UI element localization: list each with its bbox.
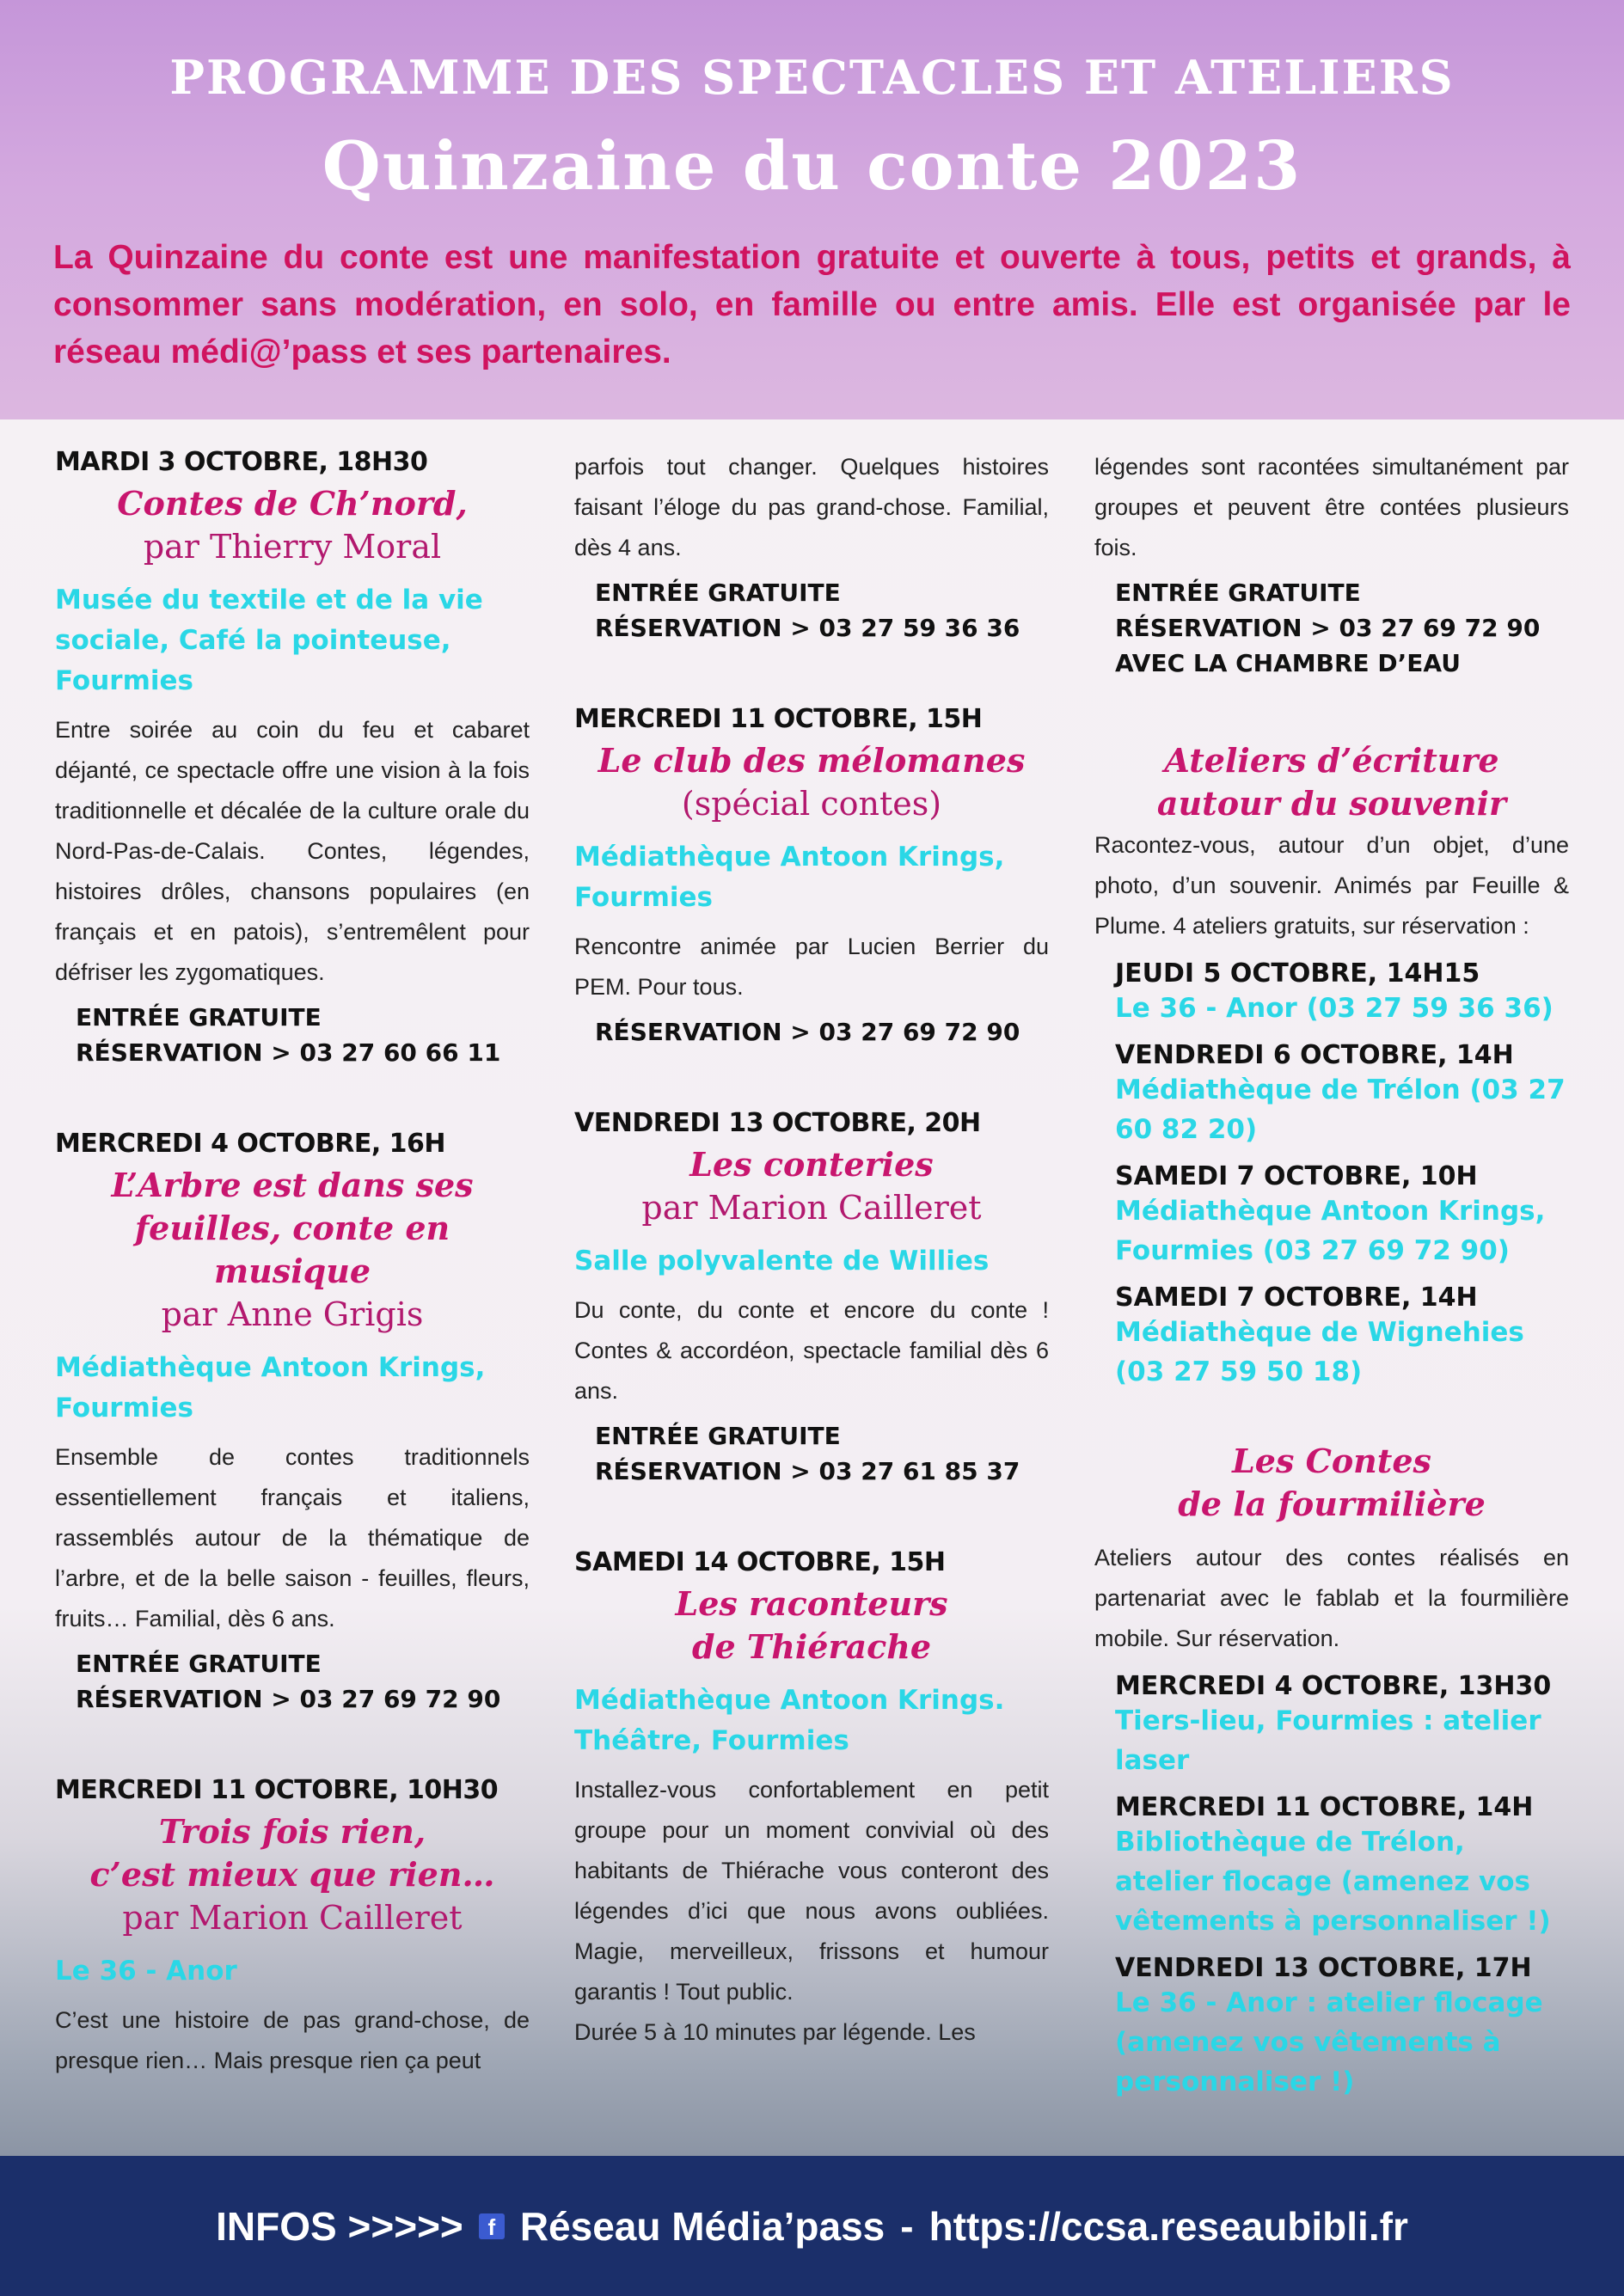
session-venue: Le 36 - Anor (03 27 59 36 36) bbox=[1115, 993, 1554, 1024]
event-description: légendes sont racontées simultanément par groupes et peuvent être contées plusieurs fois. bbox=[1094, 454, 1569, 560]
event-title: Contes de Ch’nord, bbox=[117, 484, 468, 523]
partner-note: AVEC LA CHAMBRE D’EAU bbox=[1115, 649, 1461, 677]
ateliers-ecriture bbox=[1094, 739, 1569, 1392]
event-venue: Médiathèque Antoon Krings, Fourmies bbox=[574, 842, 1005, 913]
event-venue: Médiathèque Antoon Krings, Fourmies bbox=[55, 1352, 486, 1424]
event-raconteurs bbox=[574, 1547, 1049, 2053]
workshop-description: Racontez-vous, autour d’un objet, d’une photo, d’un souvenir. Animés par Feuille & Plume. 4 ateliers gratuits, sur réservation : bbox=[1094, 832, 1569, 939]
reservation-phone: RÉSERVATION > 03 27 69 72 90 bbox=[76, 1685, 501, 1713]
event-venue: Le 36 - Anor bbox=[55, 1956, 237, 1987]
event-venue: Salle polyvalente de Willies bbox=[574, 1246, 990, 1277]
event-venue: Médiathèque Antoon Krings. Théâtre, Fourmies bbox=[574, 1685, 1005, 1756]
event-title: Le club des mélomanes bbox=[598, 741, 1026, 780]
reservation-phone: RÉSERVATION > 03 27 60 66 11 bbox=[76, 1038, 501, 1067]
event-title-line-1: Trois fois rien, bbox=[158, 1812, 426, 1851]
entry-free: ENTRÉE GRATUITE bbox=[595, 579, 841, 607]
session-date: SAMEDI 7 OCTOBRE, 14H bbox=[1115, 1283, 1478, 1313]
session-venue: Médiathèque Antoon Krings, Fourmies (03 27 69 72 90) bbox=[1115, 1196, 1546, 1266]
footer-bar bbox=[0, 2156, 1624, 2296]
contes-fourmiliere bbox=[1094, 1440, 1569, 2102]
reservation-phone: RÉSERVATION > 03 27 59 36 36 bbox=[595, 614, 1020, 642]
event-contes-chnord bbox=[55, 447, 530, 1070]
entry-free: ENTRÉE GRATUITE bbox=[76, 1650, 322, 1678]
event-title-line-2: feuilles, conte en musique bbox=[134, 1209, 450, 1290]
event-title-line-2: c’est mieux que rien… bbox=[89, 1855, 495, 1894]
reservation-phone: RÉSERVATION > 03 27 69 72 90 bbox=[1115, 614, 1541, 642]
event-description: Entre soirée au coin du feu et cabaret déjanté, ce spectacle offre une vision à la fois traditionnelle et décalée de la culture orale du Nord-Pas-de-Calais. Contes, légendes, histoires drôles, chansons populaires (en français et en patois), s’entremêlent pour défriser les zygomatiques. bbox=[55, 717, 530, 985]
event-trois-fois-rien bbox=[55, 1775, 530, 2081]
session-date: MERCREDI 4 OCTOBRE, 13H30 bbox=[1115, 1671, 1552, 1701]
event-arbre bbox=[55, 1129, 530, 1717]
header-banner bbox=[0, 0, 1624, 419]
column-3 bbox=[1094, 447, 1569, 2105]
workshop-description: Ateliers autour des contes réalisés en partenariat avec le fablab et la fourmilière mobile. Sur réservation. bbox=[1094, 1545, 1569, 1651]
session-date: JEUDI 5 OCTOBRE, 14H15 bbox=[1115, 958, 1480, 989]
event-date: MERCREDI 4 OCTOBRE, 16H bbox=[55, 1129, 446, 1159]
event-performer: par Anne Grigis bbox=[161, 1295, 424, 1333]
event-title-line-2: de Thiérache bbox=[691, 1627, 932, 1666]
entry-free: ENTRÉE GRATUITE bbox=[595, 1422, 841, 1450]
session-venue: Le 36 - Anor : atelier flocage (amenez vos vêtements à personnaliser !) bbox=[1115, 1987, 1543, 2097]
event-title-line-1: L’Arbre est dans ses bbox=[111, 1166, 474, 1204]
session-venue: Tiers-lieu, Fourmies : atelier laser bbox=[1115, 1705, 1541, 1776]
event-description: Installez-vous confortablement en petit groupe pour un moment convivial où des habitants de Thiérache vous conteront des légendes d’ici que nous avons oubliées. Magie, merveilleux, frissons et humour garantis ! Tout public. bbox=[574, 1777, 1049, 2005]
session-venue: Médiathèque de Wignehies (03 27 59 50 18) bbox=[1115, 1317, 1524, 1387]
entry-free: ENTRÉE GRATUITE bbox=[1115, 579, 1361, 607]
event-description: Rencontre animée par Lucien Berrier du PEM. Pour tous. bbox=[574, 934, 1049, 1000]
event-date: MERCREDI 11 OCTOBRE, 15H bbox=[574, 704, 983, 734]
footer-infos-label: INFOS >>>>> bbox=[216, 2203, 463, 2249]
footer-separator: - bbox=[900, 2203, 914, 2249]
event-raconteurs-continued bbox=[1094, 447, 1569, 681]
page-title: Quinzaine du conte 2023 bbox=[322, 127, 1302, 205]
intro-text: La Quinzaine du conte est une manifestation gratuite et ouverte à tous, petits et grands, à consommer sans modération, en solo, en famille ou entre amis. Elle est organisée par le réseau médi@’pass et ses partenaires. bbox=[53, 239, 1571, 370]
event-description: Du conte, du conte et encore du conte ! Contes & accordéon, spectacle familial dès 6 ans. bbox=[574, 1297, 1049, 1404]
session-date: VENDREDI 6 OCTOBRE, 14H bbox=[1115, 1040, 1514, 1070]
event-club-melomanes bbox=[574, 704, 1049, 1050]
event-description-duration: Durée 5 à 10 minutes par légende. Les bbox=[574, 2019, 976, 2045]
event-trois-fois-rien-continued bbox=[574, 447, 1049, 646]
workshop-title-line-2: autour du souvenir bbox=[1156, 784, 1507, 823]
entry-free: ENTRÉE GRATUITE bbox=[76, 1003, 322, 1032]
session-date: SAMEDI 7 OCTOBRE, 10H bbox=[1115, 1161, 1478, 1191]
session-venue: Bibliothèque de Trélon, atelier flocage (amenez vos vêtements à personnaliser !) bbox=[1115, 1827, 1551, 1937]
workshop-title-line-1: Les Contes bbox=[1232, 1442, 1431, 1480]
column-1 bbox=[55, 447, 530, 2081]
event-subtitle: (spécial contes) bbox=[681, 785, 942, 823]
event-date: MARDI 3 OCTOBRE, 18H30 bbox=[55, 447, 428, 477]
event-title-line-1: Les raconteurs bbox=[675, 1584, 948, 1623]
event-title: Les conteries bbox=[689, 1145, 934, 1184]
workshop-title-line-2: de la fourmilière bbox=[1178, 1485, 1486, 1523]
reservation-phone: RÉSERVATION > 03 27 61 85 37 bbox=[595, 1457, 1020, 1485]
event-conteries bbox=[574, 1108, 1049, 1489]
event-description: Ensemble de contes traditionnels essentiellement français et italiens, rassemblés autour de la thématique de l’arbre, et de la belle saison - feuilles, fleurs, fruits… Familial, dès 6 ans. bbox=[55, 1444, 530, 1632]
program-supertitle: PROGRAMME DES SPECTACLES ET ATELIERS bbox=[169, 50, 1455, 105]
event-description: parfois tout changer. Quelques histoires faisant l’éloge du pas grand-chose. Familial, dès 4 ans. bbox=[574, 454, 1049, 560]
event-venue: Musée du textile et de la vie sociale, Café la pointeuse, Fourmies bbox=[55, 585, 483, 696]
event-performer: par Marion Cailleret bbox=[641, 1189, 982, 1227]
event-date: SAMEDI 14 OCTOBRE, 15H bbox=[574, 1547, 946, 1577]
column-2 bbox=[574, 447, 1049, 2053]
event-date: VENDREDI 13 OCTOBRE, 20H bbox=[574, 1108, 981, 1138]
event-date: MERCREDI 11 OCTOBRE, 10H30 bbox=[55, 1775, 499, 1805]
event-performer: par Marion Cailleret bbox=[122, 1899, 463, 1937]
footer-network-name: Réseau Média’pass bbox=[519, 2203, 886, 2249]
event-description: C’est une histoire de pas grand-chose, de presque rien… Mais presque rien ça peut bbox=[55, 2007, 530, 2073]
footer-website-link[interactable]: https://ccsa.reseaubibli.fr bbox=[928, 2203, 1408, 2249]
session-venue: Médiathèque de Trélon (03 27 60 82 20) bbox=[1115, 1075, 1566, 1145]
session-date: MERCREDI 11 OCTOBRE, 14H bbox=[1115, 1792, 1534, 1822]
workshop-title-line-1: Ateliers d’écriture bbox=[1164, 741, 1499, 780]
facebook-icon: f bbox=[479, 2213, 505, 2239]
reservation-phone: RÉSERVATION > 03 27 69 72 90 bbox=[595, 1018, 1020, 1046]
session-date: VENDREDI 13 OCTOBRE, 17H bbox=[1115, 1953, 1532, 1983]
event-performer: par Thierry Moral bbox=[143, 528, 442, 566]
